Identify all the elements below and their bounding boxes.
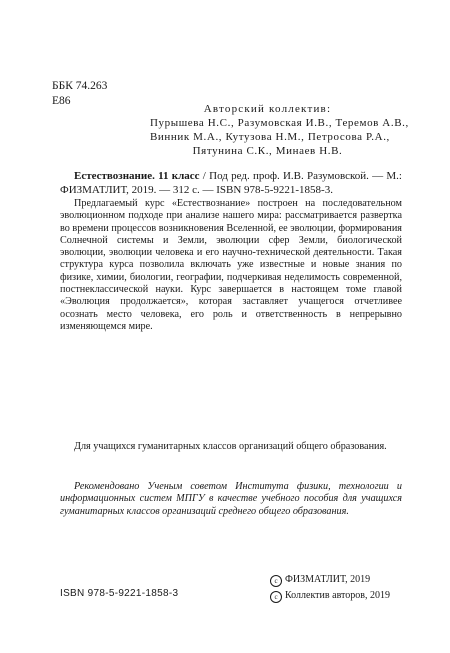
authors-block [150,102,409,158]
citation-details: / Под ред. проф. И.В. Разумовской. — М.: ФИЗМАТЛИТ, 2019. — 312 с. — ISBN 978-5-9221-1858-3. [60,170,402,196]
abstract-paragraph: Предлагаемый курс «Естествознание» построен на последовательном эволюционном подходе при анализе нашего мира: рассматривается развертка во времени процессов возникновения Вселенной, ее эволюции, формирования Солнечной системы и Земли, эволюции сфер Земли, биологической эволюции, эволюции человека и его научно-технической деятельности. Такая структура курса позволила включать уже известные и новые знания по физике, химии, биологии, географии, подчеркивая неделимость современной, постнеклассической науки. Курс завершается в настоящем томе главой «Эволюция продолжается», которая заставляет учащегося отчетливее осознать место человека, его роль и ответственность в непрерывно изменяющемся мире. [60,198,402,332]
library-classification [52,79,107,109]
isbn-number: ISBN 978-5-9221-1858-3 [60,588,179,599]
authors-line: Пурышева Н.С., Разумовская И.В., Теремов А.В., [150,117,409,129]
book-title: Естествознание. 11 класс [74,170,200,182]
recommendation-paragraph: Рекомендовано Ученым советом Института физики, технологии и информационных систем МПГУ в качестве учебного пособия для учащихся гуманитарных классов организаций среднего общего образования. [60,481,402,517]
copyright-icon: c [270,591,282,603]
authors-heading: Авторский коллектив: [203,103,332,115]
authors-line: Пятунина С.К., Минаев Н.В. [192,145,343,157]
copyright-line [270,572,390,588]
bibliographic-citation [60,169,402,197]
author-mark: Е86 [52,95,71,107]
copyright-icon: c [270,575,282,587]
copyright-holder: ФИЗМАТЛИТ, 2019 [285,574,371,585]
audience-paragraph: Для учащихся гуманитарных классов организаций общего образования. [74,441,387,452]
copyright-block [270,572,390,604]
authors-line: Винник М.А., Кутузова Н.М., Петросова Р.А., [150,131,390,143]
copyright-line [270,588,390,604]
copyright-holder: Коллектив авторов, 2019 [285,590,390,601]
bbk-code: ББК 74.263 [52,80,108,92]
